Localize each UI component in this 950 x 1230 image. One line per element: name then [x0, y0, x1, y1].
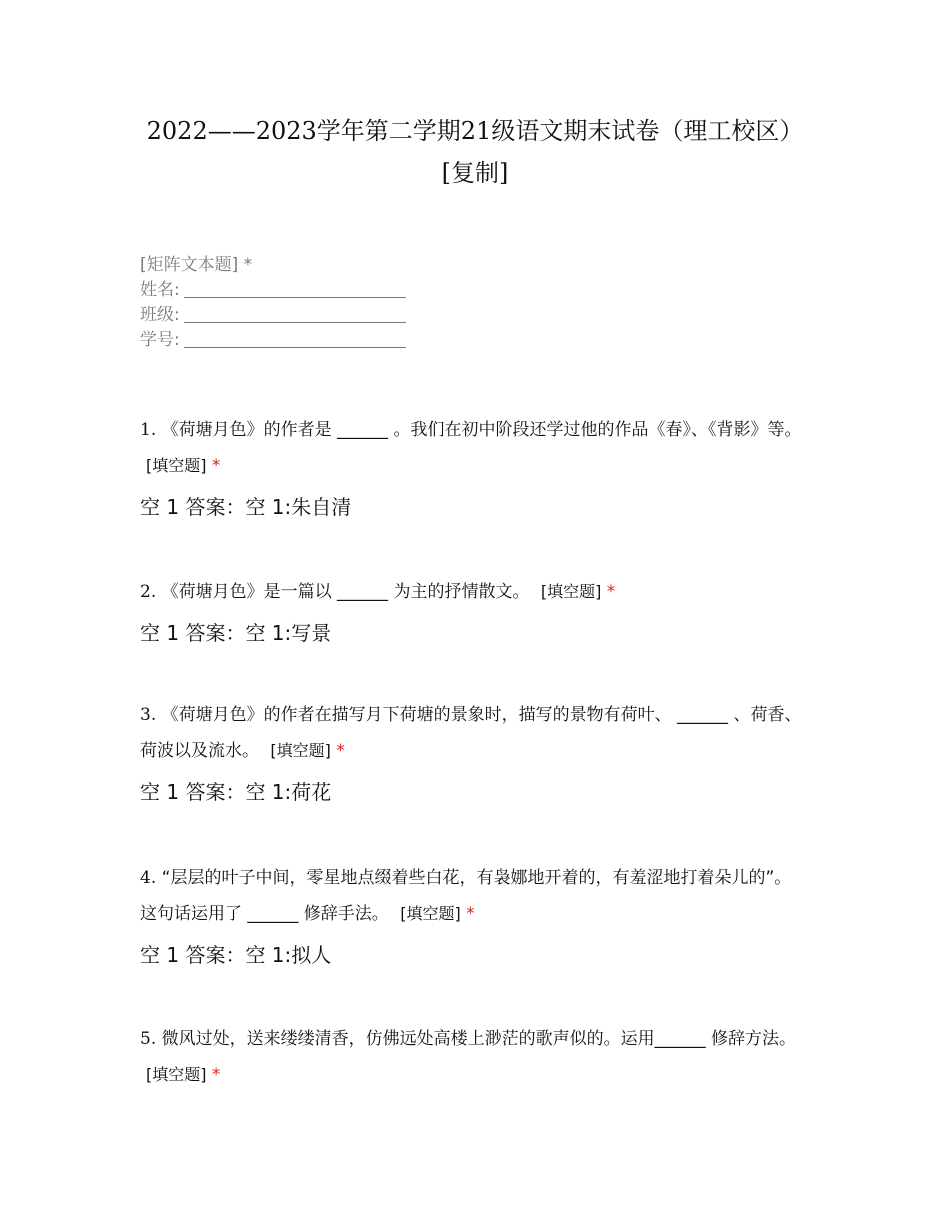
required-mark: * [211, 1065, 221, 1085]
required-mark: * [606, 582, 616, 602]
required-mark: * [466, 904, 475, 924]
class-field[interactable] [140, 303, 700, 328]
question-body: 微风过处，送来缕缕清香，仿佛远处高楼上渺茫的歌声似的。运用______ 修辞方法。 [161, 1029, 797, 1049]
required-mark: * [336, 741, 345, 761]
question-number: 2. [140, 582, 157, 602]
question-type: [填空题] [540, 582, 602, 601]
student-id-field-label: 学号: [140, 330, 180, 350]
question-text [140, 698, 805, 769]
title-line-1: 2022——2023学年第二学期21级语文期末试卷（理工校区） [146, 117, 804, 145]
question-4 [140, 861, 805, 970]
question-text [140, 861, 805, 932]
question-body: 《荷塘月色》的作者在描写月下荷塘的景象时，描写的景物有荷叶、 ______ 、荷香、荷波以及流水。 [140, 705, 802, 761]
question-answer: 空 1 答案：空 1:写景 [140, 621, 332, 645]
question-5 [140, 1022, 805, 1093]
question-number: 1. [140, 420, 157, 440]
question-answer: 空 1 答案：空 1:朱自清 [140, 495, 352, 519]
question-body: “层层的叶子中间，零星地点缀着些白花，有袅娜地开着的，有羞涩地打着朵儿的”。这句话运用了 ______ 修辞手法。 [140, 868, 792, 924]
question-answer: 空 1 答案：空 1:拟人 [140, 943, 332, 967]
question-type: [填空题] [146, 456, 207, 475]
question-body: 《荷塘月色》是一篇以 ______ 为主的抒情散文。 [161, 582, 530, 602]
question-text [140, 413, 805, 484]
required-mark: * [243, 255, 253, 275]
matrix-header [140, 253, 700, 278]
question-number: 5. [140, 1029, 157, 1049]
name-field-label: 姓名: [140, 280, 180, 300]
question-type: [填空题] [146, 1065, 207, 1084]
student-id-field[interactable] [140, 328, 700, 353]
class-field-label: 班级: [140, 305, 180, 325]
class-field-blank[interactable] [184, 321, 406, 323]
name-field[interactable] [140, 278, 700, 303]
question-answer: 空 1 答案：空 1:荷花 [140, 780, 332, 804]
question-2 [140, 574, 805, 648]
title-line-2: [复制] [441, 159, 509, 187]
question-1 [140, 413, 805, 522]
question-text [140, 574, 805, 610]
question-body: 《荷塘月色》的作者是 ______ 。我们在初中阶段还学过他的作品《春》、《背影》等。 [161, 420, 802, 440]
student-id-field-blank[interactable] [184, 346, 406, 348]
question-number: 3. [140, 705, 157, 725]
question-type: [填空题] [400, 904, 461, 923]
document-title [0, 110, 950, 194]
question-number: 4. [140, 868, 157, 888]
matrix-type-label: [矩阵文本题] [140, 255, 239, 275]
question-type: [填空题] [270, 741, 331, 760]
question-3 [140, 698, 805, 807]
name-field-blank[interactable] [184, 296, 406, 298]
required-mark: * [211, 456, 221, 476]
question-text [140, 1022, 805, 1093]
matrix-text-question [140, 253, 700, 353]
